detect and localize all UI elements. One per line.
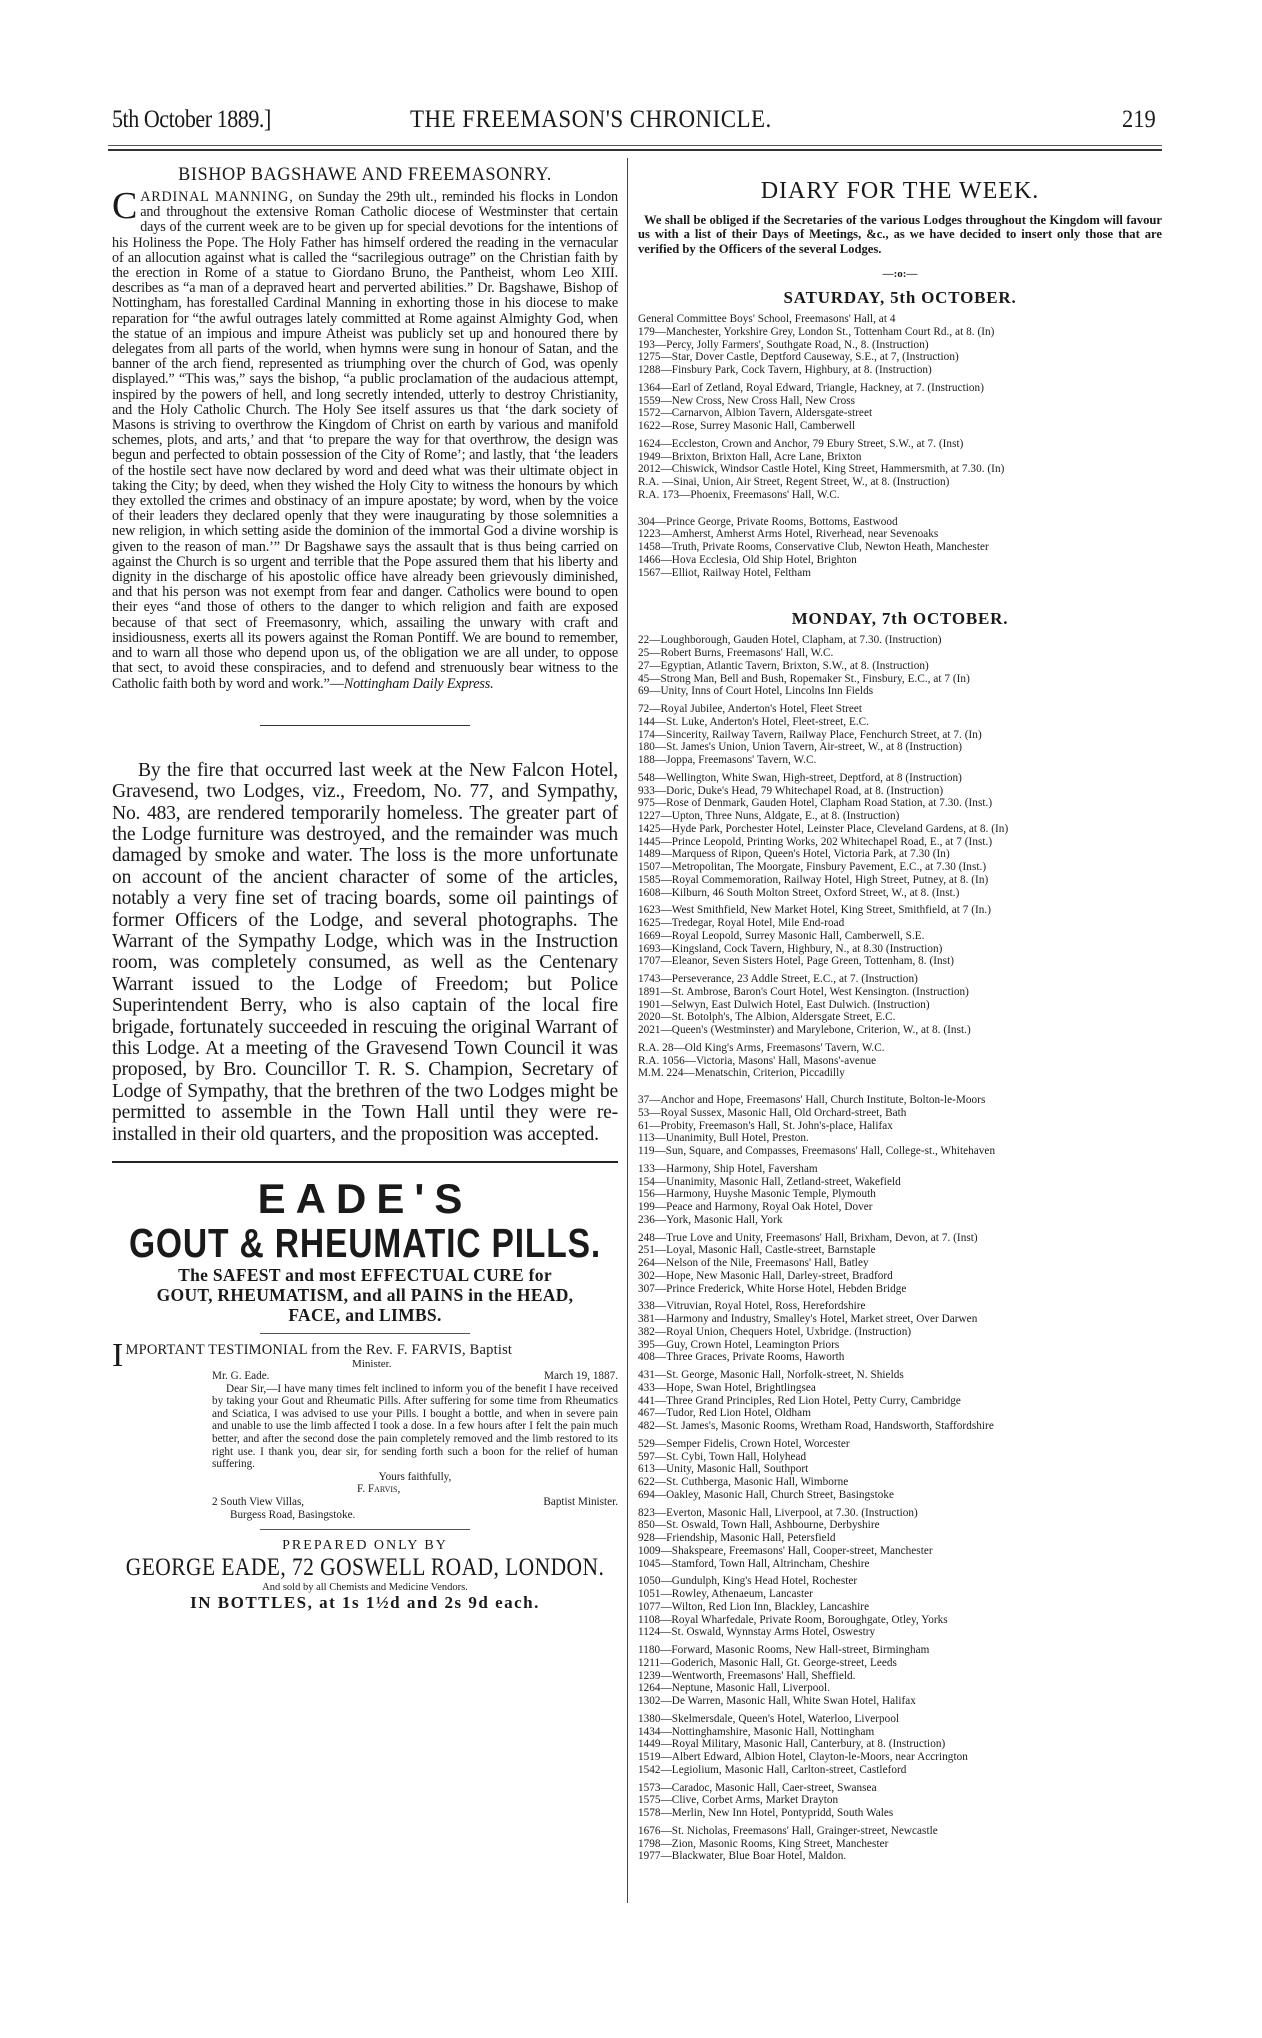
diary-entry: 1466—Hova Ecclesia, Old Ship Hotel, Brighton [638, 553, 857, 566]
diary-entry: 1227—Upton, Three Nuns, Aldgate, E., at 8. (Instruction) [638, 810, 900, 823]
diary-entry-group [638, 1232, 1162, 1296]
diary-entry: 1624—Eccleston, Crown and Anchor, 79 Ebury Street, S.W., at 7. (Inst) [638, 437, 964, 450]
diary-entry-group [638, 1438, 1162, 1502]
diary-entry: 1623—West Smithfield, New Market Hotel, King Street, Smithfield, at 7 (In.) [638, 904, 992, 917]
testimonial-letter [212, 1370, 618, 1521]
advert-tagline-3: FACE, and LIMBS. [288, 1305, 442, 1326]
diary-entry: 1585—Royal Commemoration, Railway Hotel, High Street, Putney, at 8. (In) [638, 873, 989, 886]
diary-entry: 156—Harmony, Huyshe Masonic Temple, Plymouth [638, 1188, 876, 1201]
advert-divider [260, 1333, 470, 1334]
diary-entry: 1211—Goderich, Masonic Hall, Gt. George-street, Leeds [638, 1656, 897, 1669]
diary-entry-group [638, 1644, 1162, 1708]
diary-entry: 467—Tudor, Red Lion Hotel, Oldham [638, 1407, 811, 1420]
drop-cap: C [112, 185, 138, 227]
diary-entry: 622—St. Cuthberga, Masonic Hall, Wimborne [638, 1476, 849, 1489]
diary-entry: 694—Oakley, Masonic Hall, Church Street, Basingstoke [638, 1488, 895, 1501]
diary-entry: 928—Friendship, Masonic Hall, Petersfield [638, 1532, 836, 1545]
diary-entry: 45—Strong Man, Bell and Bush, Ropemaker St., Finsbury, E.C., at 7 (In) [638, 672, 970, 685]
letter-addressee: Mr. G. Eade. [212, 1370, 270, 1383]
diary-entry: 179—Manchester, Yorkshire Grey, London St., Tottenham Court Rd., at 8. (In) [638, 325, 995, 338]
diary-entry: 1302—De Warren, Masonic Hall, White Swan Hotel, Halifax [638, 1695, 916, 1708]
article-text: on Sunday the 29th ult., reminded his flocks in London and throughout the extensive Roman Catholic diocese of Westminster that certain days of the current week are to be given up for special devotions for the intentions of his Holiness the Pope. The Holy Father has himself ordered the reading in the vernacular of an allocution against what is called the “sacrilegious outrage” on the Christian faith by the erection in Rome of a statue to Giordano Bruno, the Pantheist, whom Leo XIII. describes as “a man of a depraved heart and perverted abilities.” Dr. Bagshawe, Bishop of Nottingham, has forestalled Cardinal Manning in exhorting those in his diocese to make reparation for “the awful outrages lately committed at Rome against Almighty God, when the statue of an impious and impure Atheist was publicly set up and honoured there by delegates from all parts of the world, when hymns were sung in honour of Satan, and the banner of the arch fiend, represented as triumphing over the church of God, was openly displayed.” “This was,” says the bishop, “a public proclamation of the audacious attempt, inspired by the powers of hell, and long secretly intended, utterly to destroy Christianity, and the Holy Catholic Church. The Holy See itself assures us that ‘the dark society of Masons is striving to overthrow the Kingdom of Christ on earth by various and manifold schemes, plots, and arts,’ and that ‘to prepare the way for that overthrow, the design was begun and perfected to obtain possession of the City of Rome’; and lastly, that ‘the leaders of the hostile sect have now declared by word and deed what was their ultimate object in taking the City; by deed, when they wished the Holy City to witness the honours by which they extolled the crimes and obstinacy of an impure apostate; by word, when by the voice of their leaders they declared openly that they were inaugurating by those solemnities a new religion, in which setting aside the dominion of the immortal God a divine worship is given to the reason of man.’” Dr Bagshawe says the assault that is thus being carried on against the Church is so urgent and terrible that the Pope assured them that his liberty and dignity in the discharge of his apostolic office have already been grievously diminished, and that his person was not exempt from fear and danger. Catholics were bound to open their eyes “and those of others to the danger to which religion and faith are exposed because of that sect of Freemasonry, which, assailing the unwary with craft and insidiousness, exerts all its powers against the Roman Pontiff. We are bound to remember, and to warn all those who depend upon us, of the obligation we are all under, to oppose that sect, to avoid these conspiracies, and to defend and strenuously bear witness to the Catholic faith both by word and work.”— [112, 189, 618, 692]
diary-entry-group [638, 1094, 1162, 1158]
diary-entry: 529—Semper Fidelis, Crown Hotel, Worcester [638, 1437, 850, 1450]
diary-entry: 1622—Rose, Surrey Masonic Hall, Camberwell [638, 420, 856, 433]
advert-tagline-1: The SAFEST and most EFFECTUAL CURE for [178, 1265, 552, 1286]
diary-entry: 1458—Truth, Private Rooms, Conservative Club, Newton Heath, Manchester [638, 541, 989, 554]
diary-day-saturday [638, 288, 1162, 579]
letter-date: March 19, 1887. [544, 1370, 618, 1383]
diary-entry: 441—Three Grand Principles, Red Lion Hotel, Petty Curry, Cambridge [638, 1394, 961, 1407]
diary-entry: 1676—St. Nicholas, Freemasons' Hall, Grainger-street, Newcastle [638, 1824, 938, 1837]
diary-entry: 37—Anchor and Hope, Freemasons' Hall, Church Institute, Bolton-le-Moors [638, 1094, 986, 1107]
diary-entry: R.A. 1056—Victoria, Masons' Hall, Masons'-avenue [638, 1054, 877, 1067]
diary-entry: 199—Peace and Harmony, Royal Oak Hotel, Dover [638, 1201, 873, 1214]
diary-intro: We shall be obliged if the Secretaries of the various Lodges throughout the Kingdom will favour us with a list of their Days of Meetings, &c., as we have decided to insert only those that are verified by the Officers of the several Lodges. [638, 213, 1162, 256]
letter-address-2: Burgess Road, Basingstoke. [230, 1508, 356, 1521]
letter-body: Dear Sir,—I have many times felt inclined to inform you of the benefit I have received by taking your Gout and Rheumatic Pills. After suffering for some time from Rheumatics and Sciatica, I was advised to use your Pills. I bought a bottle, and when in severe pain and unable to use the limb affected I took a dose. In a few hours after I felt the pain much better, and after the second dose the pain completely removed and the limb restored to its right use. I thank you, dear sir, for sending forth such a boon for the relief of human suffering. [212, 1382, 618, 1471]
diary-entry: 433—Hope, Swan Hotel, Brightlingsea [638, 1381, 816, 1394]
page-number: 219 [1122, 106, 1156, 133]
advert-divider-2 [260, 1529, 470, 1530]
diary-entry: 251—Loyal, Masonic Hall, Castle-street, Barnstaple [638, 1244, 876, 1257]
diary-entry: 69—Unity, Inns of Court Hotel, Lincolns Inn Fields [638, 685, 874, 698]
header-rule-double [108, 149, 1162, 151]
diary-entry-group [638, 1825, 1162, 1863]
diary-entry: 1567—Elliot, Railway Hotel, Feltham [638, 566, 811, 579]
diary-entry: 61—Probity, Freemason's Hall, St. John's-place, Halifax [638, 1119, 893, 1132]
diary-entry: 307—Prince Frederick, White Horse Hotel, Hebden Bridge [638, 1282, 907, 1295]
diary-entry: 1507—Metropolitan, The Moorgate, Finsbury Pavement, E.C., at 7.30 (Inst.) [638, 861, 987, 874]
diary-entry: 431—St. George, Masonic Hall, Norfolk-street, N. Shields [638, 1369, 904, 1382]
diary-entries [638, 313, 1162, 579]
diary-entry-group [638, 1782, 1162, 1820]
diary-entry: General Committee Boys' School, Freemasons' Hall, at 4 [638, 313, 896, 326]
diary-entry: 25—Robert Burns, Freemasons' Hall, W.C. [638, 647, 834, 660]
letter-closing: Yours faithfully, [378, 1470, 452, 1483]
diary-entry: R.A. 173—Phoenix, Freemasons' Hall, W.C. [638, 488, 840, 501]
diary-title: DIARY FOR THE WEEK. [760, 178, 1040, 204]
left-column [112, 158, 618, 1613]
diary-entry: 1707—Eleanor, Seven Sisters Hotel, Page Green, Tottenham, 8. (Inst) [638, 955, 955, 968]
diary-entry: 1051—Rowley, Athenaeum, Lancaster [638, 1588, 813, 1601]
diary-entry: 1625—Tredegar, Royal Hotel, Mile End-road [638, 917, 845, 930]
diary-entry: 1798—Zion, Masonic Rooms, King Street, Manchester [638, 1837, 889, 1850]
diary-entry: 1573—Caradoc, Masonic Hall, Caer-street, Swansea [638, 1781, 877, 1794]
diary-entry: 1264—Neptune, Masonic Hall, Liverpool. [638, 1682, 831, 1695]
letter-address-1: 2 South View Villas, [212, 1495, 305, 1508]
advert-tagline-2: GOUT, RHEUMATISM, and all PAINS in the HEAD, [156, 1285, 574, 1306]
diary-entry: 188—Joppa, Freemasons' Tavern, W.C. [638, 754, 817, 767]
newspaper-title: THE FREEMASON'S CHRONICLE. [410, 106, 772, 133]
advert-prepared-by: PREPARED ONLY BY [282, 1538, 448, 1554]
diary-entry-group [638, 1300, 1162, 1364]
diary-entry: 22—Loughborough, Gauden Hotel, Clapham, at 7.30. (Instruction) [638, 634, 942, 647]
diary-entry: 381—Harmony and Industry, Smalley's Hotel, Market street, Over Darwen [638, 1313, 978, 1326]
diary-entry: 1045—Stamford, Town Hall, Altrincham, Cheshire [638, 1557, 870, 1570]
right-column [638, 158, 1162, 1868]
diary-entry: 302—Hope, New Masonic Hall, Darley-street, Bradford [638, 1269, 893, 1282]
diary-entry: 236—York, Masonic Hall, York [638, 1213, 783, 1226]
diary-entry: 1489—Marquess of Ripon, Queen's Hotel, Victoria Park, at 7.30 (In) [638, 848, 950, 861]
diary-entry-group [638, 973, 1162, 1037]
article-source: Nottingham Daily Express. [343, 675, 494, 692]
diary-entry: 1434—Nottinghamshire, Masonic Hall, Nottingham [638, 1725, 875, 1738]
diary-entry-group [638, 703, 1162, 767]
diary-entry: M.M. 224—Menatschin, Criterion, Piccadilly [638, 1067, 845, 1080]
letter-title: Baptist Minister. [543, 1495, 618, 1508]
diary-entry: R.A. —Sinai, Union, Air Street, Regent Street, W., at 8. (Instruction) [638, 476, 950, 489]
advert-brand: EADE'S [257, 1175, 473, 1223]
column-divider [627, 158, 628, 1903]
diary-entry: 408—Three Graces, Private Rooms, Haworth [638, 1351, 845, 1364]
diary-entry: 72—Royal Jubilee, Anderton's Hotel, Fleet Street [638, 703, 863, 716]
diary-entry: 264—Nelson of the Nile, Freemasons' Hall, Batley [638, 1257, 869, 1270]
diary-entry: 1977—Blackwater, Blue Boar Hotel, Maldon. [638, 1850, 847, 1863]
diary-entry: 1380—Skelmersdale, Queen's Hotel, Waterloo, Liverpool [638, 1712, 900, 1725]
diary-entry-group [638, 1575, 1162, 1639]
section-rule [260, 725, 470, 726]
diary-entry: 382—Royal Union, Chequers Hotel, Uxbridge. (Instruction) [638, 1325, 912, 1338]
diary-entry: 1180—Forward, Masonic Rooms, New Hall-street, Birmingham [638, 1644, 930, 1657]
diary-entry-group [638, 1042, 1162, 1080]
diary-entry: 1425—Hyde Park, Porchester Hotel, Leinster Place, Cleveland Gardens, at 8. (In) [638, 822, 1009, 835]
diary-entry: 144—St. Luke, Anderton's Hotel, Fleet-street, E.C. [638, 715, 870, 728]
article-title-bishop: BISHOP BAGSHAWE AND FREEMASONRY. [178, 164, 552, 185]
diary-entry: 823—Everton, Masonic Hall, Liverpool, at 7.30. (Instruction) [638, 1506, 918, 1519]
diary-entry-group [638, 1507, 1162, 1571]
diary-entry: 1288—Finsbury Park, Cock Tavern, Highbury, at 8. (Instruction) [638, 364, 932, 377]
diary-entry-group [638, 772, 1162, 900]
diary-entry: 933—Doric, Duke's Head, 79 Whitechapel Road, at 8. (Instruction) [638, 784, 944, 797]
diary-entry: 1223—Amherst, Amherst Arms Hotel, Riverhead, near Sevenoaks [638, 528, 939, 541]
diary-entry: 1108—Royal Wharfedale, Private Room, Boroughgate, Otley, Yorks [638, 1613, 948, 1626]
diary-entry: 1124—St. Oswald, Wynnstay Arms Hotel, Oswestry [638, 1626, 876, 1639]
advert-sold-by: And sold by all Chemists and Medicine Vendors. [262, 1582, 468, 1594]
header-rule [108, 145, 1162, 146]
diary-entry: 395—Guy, Crown Hotel, Leamington Priors [638, 1338, 840, 1351]
diary-entry: 2020—St. Botolph's, The Albion, Aldersgate Street, E.C. [638, 1011, 896, 1024]
diary-entry: 1608—Kilburn, 46 South Molton Street, Oxford Street, W., at 8. (Inst.) [638, 886, 960, 899]
testimonial-initial: I [112, 1337, 124, 1375]
testimonial-subheading: Minister. [352, 1358, 392, 1371]
diary-entry: 180—St. James's Union, Union Tavern, Air-street, W., at 8 (Instruction) [638, 741, 963, 754]
diary-entry: 1572—Carnarvon, Albion Tavern, Aldersgate-street [638, 407, 873, 420]
diary-entry: 1364—Earl of Zetland, Royal Edward, Triangle, Hackney, at 7. (Instruction) [638, 381, 984, 394]
diary-entry: 248—True Love and Unity, Freemasons' Hall, Brixham, Devon, at 7. (Inst) [638, 1231, 978, 1244]
diary-entry: 1239—Wentworth, Freemasons' Hall, Sheffield. [638, 1669, 856, 1682]
diary-entry: 174—Sincerity, Railway Tavern, Railway Place, Fenchurch Street, at 7. (In) [638, 728, 982, 741]
diary-entry: 1949—Brixton, Brixton Hall, Acre Lane, Brixton [638, 450, 862, 463]
advertisement-eades-pills [112, 1177, 618, 1613]
diary-entry-group [638, 1713, 1162, 1777]
diary-entry: 597—St. Cybi, Town Hall, Holyhead [638, 1450, 807, 1463]
lead-caps: ARDINAL MANNING, [140, 189, 294, 205]
diary-entry-group [638, 634, 1162, 698]
diary-entry: 338—Vitruvian, Royal Hotel, Ross, Herefordshire [638, 1300, 866, 1313]
diary-entry: 193—Percy, Jolly Farmers', Southgate Road, N., 8. (Instruction) [638, 338, 929, 351]
diary-entry: 613—Unity, Masonic Hall, Southport [638, 1463, 809, 1476]
diary-entry: 1669—Royal Leopold, Surrey Masonic Hall, Camberwell, S.E. [638, 929, 925, 942]
diary-entry: 1050—Gundulph, King's Head Hotel, Rochester [638, 1575, 858, 1588]
diary-entry: 119—Sun, Square, and Compasses, Freemasons' Hall, College-st., Whitehaven [638, 1145, 996, 1158]
diary-entry: 2021—Queen's (Westminster) and Marylebone, Criterion, W., at 8. (Inst.) [638, 1024, 971, 1037]
diary-entry: 482—St. James's, Masonic Rooms, Wretham Road, Handsworth, Staffordshire [638, 1420, 994, 1433]
diary-entry: 1901—Selwyn, East Dulwich Hotel, East Dulwich. (Instruction) [638, 998, 930, 1011]
letter-signature: F. Farvis, [357, 1483, 401, 1496]
diary-day-monday [638, 609, 1162, 1863]
diary-entry-group [638, 313, 1162, 377]
advert-price: IN BOTTLES, at 1s 1½d and 2s 9d each. [190, 1593, 540, 1613]
day-heading: MONDAY, 7th OCTOBER. [791, 609, 1009, 629]
diary-entry: 1449—Royal Military, Masonic Hall, Canterbury, at 8. (Instruction) [638, 1738, 946, 1751]
diary-entry: 154—Unanimity, Masonic Hall, Zetland-street, Wakefield [638, 1175, 901, 1188]
diary-entry-group [638, 516, 1162, 580]
diary-entry: 133—Harmony, Ship Hotel, Faversham [638, 1162, 818, 1175]
diary-entry: 1575—Clive, Corbet Arms, Market Drayton [638, 1794, 839, 1807]
day-heading: SATURDAY, 5th OCTOBER. [783, 288, 1017, 308]
diary-entry: 1009—Shakspeare, Freemasons' Hall, Cooper-street, Manchester [638, 1544, 933, 1557]
advert-maker-address: GEORGE EADE, 72 GOSWELL ROAD, LONDON. [125, 1554, 605, 1582]
diary-separator: —:o:— [882, 268, 918, 281]
testimonial-heading-text: MPORTANT TESTIMONIAL from the Rev. F. FARVIS, Baptist [125, 1342, 513, 1359]
diary-entry: 1542—Legiolium, Masonic Hall, Carlton-street, Castleford [638, 1763, 907, 1776]
article-body-bishop [112, 185, 618, 692]
diary-entries [638, 634, 1162, 1863]
diary-entry-group [638, 382, 1162, 433]
diary-entry: 113—Unanimity, Bull Hotel, Preston. [638, 1132, 809, 1145]
article-body-fire: By the fire that occurred last week at the New Falcon Hotel, Gravesend, two Lodges, viz., Freedom, No. 77, and Sympathy, No. 483, are rendered temporarily homeless. The greater part of the Lodge furniture was destroyed, and the remainder was much damaged by smoke and water. The loss is the more unfortunate on account of the ancient character of some of the articles, notably a very fine set of tracing boards, some oil paintings of former Officers of the Lodge, and several photographs. The Warrant of the Sympathy Lodge, which was in the Instruction room, was completely consumed, as well as the Centenary Warrant issued to the Lodge of Freedom; but Police Superintendent Berry, who is also captain of the local fire brigade, fortunately succeeded in rescuing the original Warrant of this Lodge. At a meeting of the Gravesend Town Council it was proposed, by Bro. Councillor T. R. S. Champion, Secretary of Lodge of Sympathy, that the brethren of the two Lodges might be permitted to assemble in the Town Hall until they were re-installed in their old quarters, and the proposition was accepted. [112, 759, 618, 1145]
diary-entry: 53—Royal Sussex, Masonic Hall, Old Orchard-street, Bath [638, 1106, 907, 1119]
page-date: 5th October 1889.] [112, 106, 271, 133]
diary-entry-group [638, 904, 1162, 968]
diary-entry: 1693—Kingsland, Cock Tavern, Highbury, N., at 8.30 (Instruction) [638, 942, 943, 955]
diary-entry: 1578—Merlin, New Inn Hotel, Pontypridd, South Wales [638, 1807, 894, 1820]
diary-entry: 304—Prince George, Private Rooms, Bottoms, Eastwood [638, 515, 898, 528]
diary-entry: 1519—Albert Edward, Albion Hotel, Clayton-le-Moors, near Accrington [638, 1751, 968, 1764]
diary-entry: 1559—New Cross, New Cross Hall, New Cross [638, 394, 856, 407]
diary-entry-group [638, 438, 1162, 502]
diary-entry: 548—Wellington, White Swan, High-street, Deptford, at 8 (Instruction) [638, 771, 962, 784]
diary-entry: 975—Rose of Denmark, Gauden Hotel, Clapham Road Station, at 7.30. (Inst.) [638, 797, 993, 810]
diary-entry: 1077—Wilton, Red Lion Inn, Blackley, Lancashire [638, 1600, 870, 1613]
diary-entry: 27—Egyptian, Atlantic Tavern, Brixton, S.W., at 8. (Instruction) [638, 659, 929, 672]
diary-entry: 1743—Perseverance, 23 Addle Street, E.C., at 7. (Instruction) [638, 973, 918, 986]
advert-rule [112, 1161, 618, 1163]
diary-entry: 1275—Star, Dover Castle, Deptford Causeway, S.E., at 7, (Instruction) [638, 351, 959, 364]
diary-entry: 1445—Prince Leopold, Printing Works, 202 Whitechapel Road, E., at 7 (Inst.) [638, 835, 993, 848]
advert-product: GOUT & RHEUMATIC PILLS. [128, 1220, 602, 1267]
diary-entry: 2012—Chiswick, Windsor Castle Hotel, King Street, Hammersmith, at 7.30. (In) [638, 463, 1005, 476]
diary-entry: 850—St. Oswald, Town Hall, Ashbourne, Derbyshire [638, 1519, 880, 1532]
diary-entry-group [638, 1369, 1162, 1433]
diary-entry: 1891—St. Ambrose, Baron's Court Hotel, West Kensington. (Instruction) [638, 985, 969, 998]
diary-entry: R.A. 28—Old King's Arms, Freemasons' Tavern, W.C. [638, 1041, 885, 1054]
diary-entry-group [638, 1163, 1162, 1227]
